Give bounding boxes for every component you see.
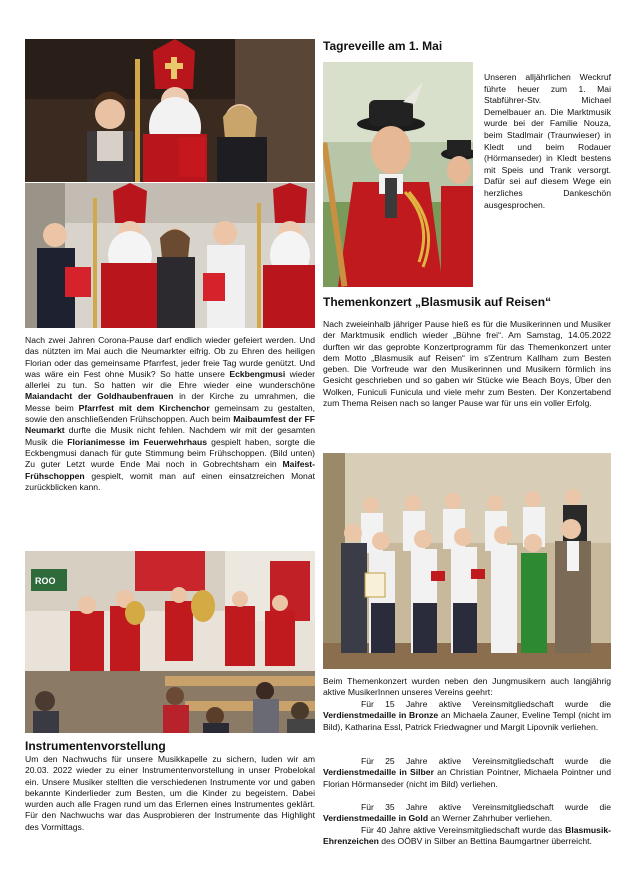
photo-tagreveille-musician <box>323 62 473 287</box>
instrument-title: Instrumentenvorstellung <box>25 739 166 753</box>
themenkonzert-paragraph: Nach zweieinhalb jähriger Pause hieß es für die Musikerinnen und Musiker der Marktmusik endlich wieder „Bühne frei“. Am Samstag, 14.05.2022 durften wir das geprobte Konzertprogramm für das Themenkonzert unter dem Motto „Blasmusik auf Reisen“ im s'Zentrum Kallham zum Besten geben. Die Vorfreude war den Musikerinnen und Musikern förmlich ins Gesicht geschrieben und so gaben wir Stücke wie Beach Boys, Über den Wolken, Funiculi Funicula und viele mehr zum Besten. Der Konzertabend zum Thema Reisen nach so langer Pause war für uns ein voller Erfolg. <box>323 319 611 409</box>
photo-ehrungen-group <box>323 453 611 669</box>
tagreveille-paragraph: Unseren alljährlichen Weckruf führte heuer zum 1. Mai Stabführer-Stv. Michael Demelbauer an. Die Marktmusik wurde bei der Familie Nouza, beim Stadlmair (Traunwieser) in Kledt und beim Rodauer (Hörmanseder) in Kledt bestens mit Speis und Trank versorgt. Dafür sei auf diesem Wege ein herzliches Dankeschön ausgesprochen. <box>484 72 611 210</box>
instrument-paragraph: Um den Nachwuchs für unsere Musikkapelle zu sichern, luden wir am 20.03. 2022 wieder zu einer Instrumentenvorstellung in unser Probelokal ein. Unsere Musiker stellten die verschiedenen Instrumente vor und gaben bekannte Kinderlieder zum Besten, um die Kinder zu begeistern. Dabei wurden auch alle Fragen rund um das Erlernen eines Instrumentes geklärt. Für den Nachwuchs war das Ausprobieren der Instrumente das Highlight des Vormittags. <box>25 754 315 832</box>
ehrung-gold: Für 35 Jahre aktive Vereinsmitgliedschaft wurde die Verdienstmedaille in Gold an Werner Zahrhuber verliehen. <box>323 802 611 824</box>
photo-florianimesse-band <box>25 551 315 733</box>
ehrungen-intro: Beim Themenkonzert wurden neben den Jungmusikern auch langjährig aktive MusikerInnen unseres Vereins geehrt: <box>323 676 611 698</box>
ehrung-silber: Für 25 Jahre aktive Vereinsmitgliedschaft wurde die Verdienstmedaille in Silber an Christian Pointner, Michaela Pointner und Florian Hörmanseder (nicht im Bild) verliehen. <box>323 756 611 789</box>
photo-nikolaus-women <box>25 39 315 182</box>
ehrung-ehrenzeichen: Für 40 Jahre aktive Vereinsmitgliedschaft wurde das Blasmusik-Ehrenzeichen des OÖBV in Silber an Bettina Baumgartner überreicht. <box>323 825 611 847</box>
tagreveille-title: Tagreveille am 1. Mai <box>323 39 443 53</box>
photo-nikolaus-children <box>25 183 315 328</box>
banner-text: ROO <box>35 576 56 586</box>
ehrung-bronze: Für 15 Jahre aktive Vereinsmitgliedschaft wurde die Verdienstmedaille in Bronze an Michaela Zauner, Eveline Templ (nicht im Bild), Katharina Essl, Patrick Friedwagner und Margit Lipovnik verliehen. <box>323 699 611 732</box>
themenkonzert-title: Themenkonzert „Blasmusik auf Reisen“ <box>323 295 552 309</box>
mai-paragraph: Nach zwei Jahren Corona-Pause darf endlich wieder gefeiert werden. Und das nützten im Mai auch die Neumarkter eifrig. Ob zu Ehren des heiligen Florian oder das gemeinsame Pfarrfest, jeder freie Tag wurde genützt. Und was wäre ein Fest ohne Musik? So hatte unsere Eckbengmusi wieder allerlei zu tun. So hatten wir die Ehre wieder eine wunderschöne Maiandacht der Goldhaubenfrauen in der Kirche zu umrahmen, die Messe beim Pfarrfest mit dem Kirchenchor gemeinsam zu gestalten, sowie den anschließenden Frühschoppen. Auch beim Maibaumfest der FF Neumarkt durfte die Musik nicht fehlen. Nachdem wir mit der gesamten Musik die Florianimesse im Feuerwehrhaus gespielt haben, sorgte die Eckbengmusi danach für gute Stimmung beim Frühschoppen. (Bild unten) Zu guter Letzt wurde Ende Mai noch in Gobrechtsham ein Maifest-Frühschoppen gespielt, womit man auf einen einsatzreichen Monat zurückblicken kann. <box>25 335 316 492</box>
